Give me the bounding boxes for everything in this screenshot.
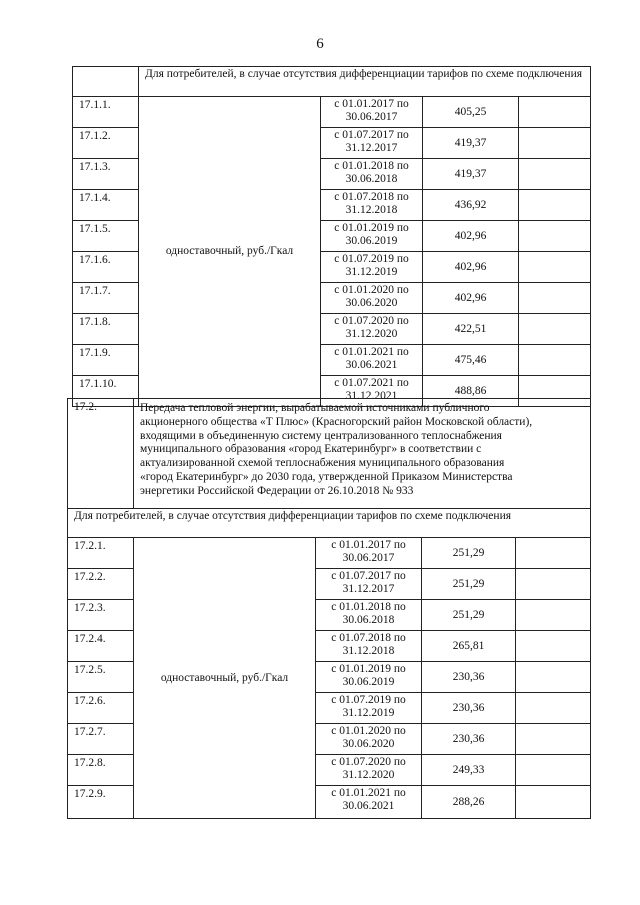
period-cell xyxy=(316,755,422,786)
tariff-value: 251,29 xyxy=(422,569,516,600)
period-end: 31.12.2019 xyxy=(342,706,395,719)
row-code: 17.2.2. xyxy=(68,569,134,600)
empty-cell xyxy=(516,755,591,786)
tariff-value: 422,51 xyxy=(423,314,519,345)
empty-cell xyxy=(516,600,591,631)
period-end: 30.06.2020 xyxy=(342,737,395,750)
row-code: 17.2.6. xyxy=(68,693,134,724)
period-start: с 01.01.2019 по xyxy=(331,663,406,675)
period-end: 31.12.2020 xyxy=(342,768,395,781)
section-title-line: актуализированной схемой теплоснабжения муниципального образования xyxy=(140,457,505,470)
tariff-value: 288,26 xyxy=(422,786,516,819)
period-end: 31.12.2021 xyxy=(345,389,398,402)
row-code: 17.1.7. xyxy=(73,283,139,314)
period-cell xyxy=(321,128,423,159)
tariff-table-17-2 xyxy=(67,398,591,819)
period-end: 31.12.2017 xyxy=(345,141,398,154)
row-code: 17.1.5. xyxy=(73,221,139,252)
period-cell xyxy=(316,631,422,662)
row-code: 17.2.7. xyxy=(68,724,134,755)
tariff-value: 402,96 xyxy=(423,221,519,252)
section-title-line: входящими в объединенную систему централизованного теплоснабжения xyxy=(140,429,502,442)
section-title-row xyxy=(68,399,591,509)
table-row xyxy=(68,538,591,569)
period-end: 31.12.2020 xyxy=(345,327,398,340)
period-cell xyxy=(321,283,423,314)
page-number: 6 xyxy=(316,36,324,52)
period-start: с 01.01.2021 по xyxy=(334,346,409,358)
tariff-table-17-1-body xyxy=(73,67,591,407)
empty-cell xyxy=(516,662,591,693)
empty-cell xyxy=(519,314,591,345)
period-cell xyxy=(316,600,422,631)
tariff-value: 251,29 xyxy=(422,600,516,631)
tariff-value: 475,46 xyxy=(423,345,519,376)
tariff-value: 402,96 xyxy=(423,283,519,314)
tariff-value: 230,36 xyxy=(422,693,516,724)
code-cell xyxy=(73,67,139,97)
period-start: с 01.01.2017 по xyxy=(334,98,409,110)
period-end: 31.12.2018 xyxy=(345,203,398,216)
section-title-line: акционерного общества «Т Плюс» (Красногорский район Московской области), xyxy=(140,415,533,428)
tariff-value: 419,37 xyxy=(423,159,519,190)
row-code: 17.1.10. xyxy=(73,376,139,407)
period-start: с 01.01.2020 по xyxy=(331,725,406,737)
row-code: 17.1.8. xyxy=(73,314,139,345)
period-end: 30.06.2017 xyxy=(345,110,398,123)
period-start: с 01.01.2019 по xyxy=(334,222,409,234)
period-cell xyxy=(316,538,422,569)
row-code: 17.1.2. xyxy=(73,128,139,159)
period-start: с 01.07.2020 по xyxy=(334,315,409,327)
period-end: 30.06.2017 xyxy=(342,551,395,564)
empty-cell xyxy=(516,693,591,724)
tariff-value: 230,36 xyxy=(422,724,516,755)
period-end: 30.06.2018 xyxy=(345,172,398,185)
period-start: с 01.07.2018 по xyxy=(331,632,406,644)
empty-cell xyxy=(516,724,591,755)
empty-cell xyxy=(519,159,591,190)
row-code: 17.2.1. xyxy=(68,538,134,569)
tariff-type-label: одноставочный, руб./Гкал xyxy=(134,538,316,819)
empty-cell xyxy=(516,538,591,569)
period-cell xyxy=(321,97,423,128)
section-title-line: «город Екатеринбург» до 2030 года, утвержденной Приказом Министерства xyxy=(140,470,513,483)
tariff-value: 265,81 xyxy=(422,631,516,662)
tariff-value: 249,33 xyxy=(422,755,516,786)
period-start: с 01.07.2021 по xyxy=(334,377,409,389)
tariff-type-label: одноставочный, руб./Гкал xyxy=(139,97,321,407)
row-code: 17.2.4. xyxy=(68,631,134,662)
tariff-value: 419,37 xyxy=(423,128,519,159)
tariff-table-17-2-body xyxy=(68,399,591,819)
row-code: 17.1.1. xyxy=(73,97,139,128)
empty-cell xyxy=(519,128,591,159)
consumer-header: Для потребителей, в случае отсутствия дифференциации тарифов по схеме подключения xyxy=(68,509,591,538)
period-cell xyxy=(316,693,422,724)
tariff-value: 405,25 xyxy=(423,97,519,128)
period-end: 30.06.2018 xyxy=(342,613,395,626)
period-start: с 01.01.2017 по xyxy=(331,539,406,551)
empty-cell xyxy=(519,221,591,252)
section-title-line: муниципального образования «город Екатеринбург» в соответствии с xyxy=(140,443,482,456)
period-start: с 01.01.2018 по xyxy=(331,601,406,613)
section-title-line: Передача тепловой энергии, вырабатываемой источниками публичного xyxy=(140,402,490,414)
period-cell xyxy=(316,662,422,693)
tariff-value: 402,96 xyxy=(423,252,519,283)
empty-cell xyxy=(516,569,591,600)
row-code: 17.1.4. xyxy=(73,190,139,221)
period-end: 31.12.2017 xyxy=(342,582,395,595)
section-title-line: энергетики Российской Федерации от 26.10.2018 № 933 xyxy=(140,484,414,497)
period-cell xyxy=(321,159,423,190)
row-code: 17.1.3. xyxy=(73,159,139,190)
period-end: 30.06.2020 xyxy=(345,296,398,309)
empty-cell xyxy=(519,97,591,128)
table-header-row xyxy=(73,67,591,97)
table-row xyxy=(73,97,591,128)
row-code: 17.1.6. xyxy=(73,252,139,283)
period-cell xyxy=(316,786,422,819)
empty-cell xyxy=(516,786,591,819)
period-start: с 01.07.2018 по xyxy=(334,191,409,203)
period-start: с 01.01.2021 по xyxy=(331,787,406,799)
empty-cell xyxy=(519,283,591,314)
table-header-row xyxy=(68,509,591,538)
empty-cell xyxy=(519,190,591,221)
period-start: с 01.07.2020 по xyxy=(331,756,406,768)
period-start: с 01.07.2019 по xyxy=(331,694,406,706)
tariff-table-17-1 xyxy=(72,66,591,407)
period-start: с 01.07.2019 по xyxy=(334,253,409,265)
row-code: 17.2.9. xyxy=(68,786,134,819)
tariff-value: 436,92 xyxy=(423,190,519,221)
period-end: 30.06.2021 xyxy=(345,358,398,371)
period-start: с 01.07.2017 по xyxy=(334,129,409,141)
period-end: 31.12.2018 xyxy=(342,644,395,657)
empty-cell xyxy=(519,345,591,376)
period-cell xyxy=(321,221,423,252)
row-code: 17.2.5. xyxy=(68,662,134,693)
period-cell xyxy=(321,252,423,283)
period-end: 30.06.2021 xyxy=(342,799,395,812)
period-start: с 01.07.2017 по xyxy=(331,570,406,582)
period-cell xyxy=(321,190,423,221)
period-start: с 01.01.2020 по xyxy=(334,284,409,296)
empty-cell xyxy=(519,252,591,283)
section-title xyxy=(134,399,591,509)
section-code: 17.2. xyxy=(68,399,134,509)
period-cell xyxy=(321,345,423,376)
row-code: 17.2.3. xyxy=(68,600,134,631)
row-code: 17.2.8. xyxy=(68,755,134,786)
period-start: с 01.01.2018 по xyxy=(334,160,409,172)
period-end: 31.12.2019 xyxy=(345,265,398,278)
period-cell xyxy=(316,569,422,600)
tariff-value: 251,29 xyxy=(422,538,516,569)
consumer-header: Для потребителей, в случае отсутствия дифференциации тарифов по схеме подключения xyxy=(139,67,591,97)
row-code: 17.1.9. xyxy=(73,345,139,376)
period-cell xyxy=(321,314,423,345)
tariff-value: 488,86 xyxy=(423,376,519,407)
period-end: 30.06.2019 xyxy=(345,234,398,247)
tariff-value: 230,36 xyxy=(422,662,516,693)
period-cell xyxy=(316,724,422,755)
empty-cell xyxy=(516,631,591,662)
period-end: 30.06.2019 xyxy=(342,675,395,688)
